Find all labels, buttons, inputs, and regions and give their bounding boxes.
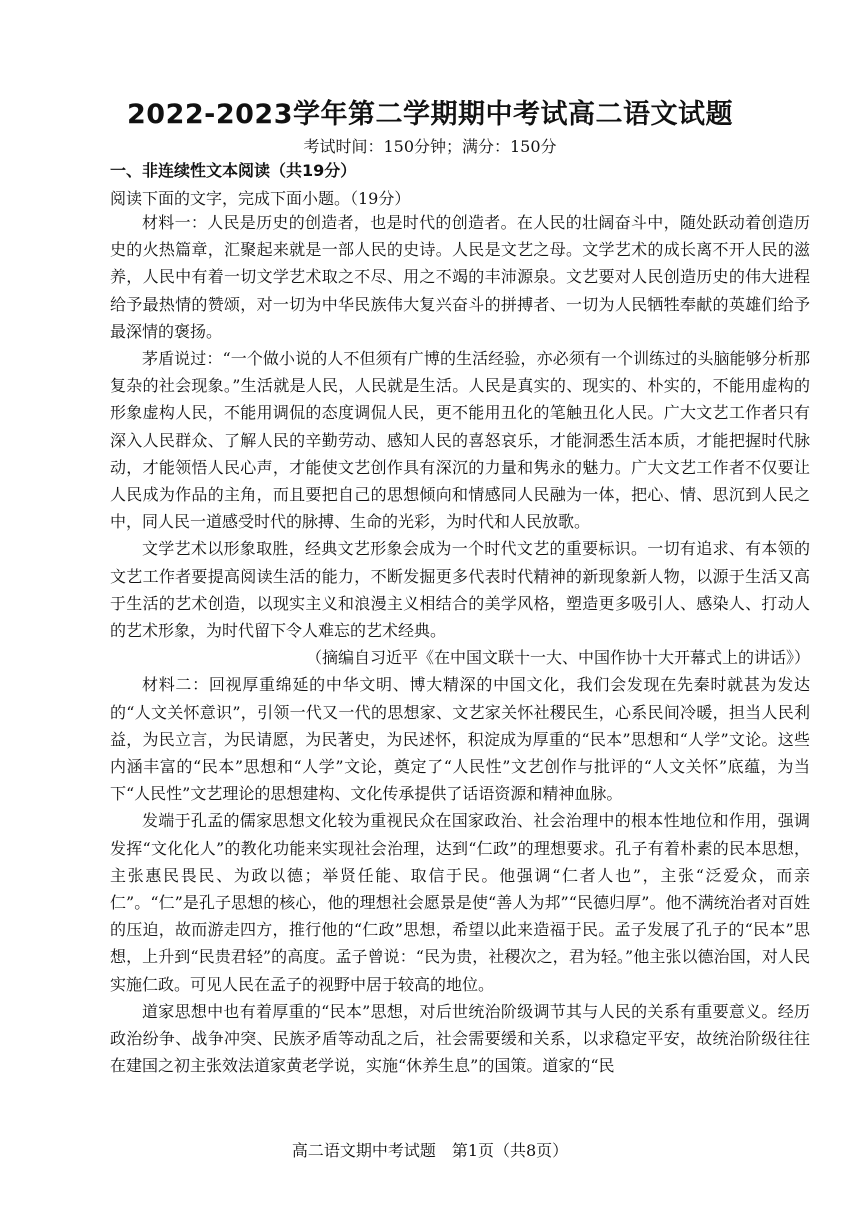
source-citation: （摘编自习近平《在中国文联十一大、中国作协十大开幕式上的讲话》） — [305, 648, 810, 668]
paragraph-mao-dun: 茅盾说过：“一个做小说的人不但须有广博的生活经验，亦必须有一个训练过的头脑能够分析那复杂的社会现象。”生活就是人民，人民就是生活。人民是真实的、现实的、朴实的，不能用虚构的形象虚构人民，不能用调侃的态度调侃人民，更不能用丑化的笔触丑化人民。广大文艺工作者只有深入人民群众、了解人民的辛勤劳动、感知人民的喜怒哀乐，才能洞悉生活本质，才能把握时代脉动，才能领悟人民心声，才能使文艺创作具有深沉的力量和隽永的魅力。广大文艺工作者不仅要让人民成为作品的主角，而且要把自己的思想倾向和情感同人民融为一体，把心、情、思沉到人民之中，同人民一道感受时代的脉搏、生命的光彩，为时代和人民放歌。 — [110, 349, 810, 532]
exam-title: 2022-2023学年第二学期期中考试高二语文试题 — [127, 99, 733, 130]
paragraph-material-one: 材料一：人民是历史的创造者，也是时代的创造者。在人民的壮阔奋斗中，随处跃动着创造历史的火热篇章，汇聚起来就是一部人民的史诗。人民是文艺之母。文学艺术的成长离不开人民的滋养，人民中有着一切文学艺术取之不尽、用之不竭的丰沛源泉。文艺要对人民创造历史的伟大进程给予最热情的赞颂，对一切为中华民族伟大复兴奋斗的拼搏者、一切为人民牺牲奉献的英雄们给予最深情的褒扬。 — [110, 213, 810, 341]
reading-instruction: 阅读下面的文字，完成下面小题。（19分） — [110, 189, 411, 208]
page-footer: 高二语文期中考试题 第1页（共8页） — [291, 1141, 569, 1160]
exam-subtitle: 考试时间：150分钟；满分：150分 — [303, 137, 557, 156]
paragraph-taoist: 道家思想中也有着厚重的“民本”思想，对后世统治阶级调节其与人民的关系有重要意义。经历政治纷争、战争冲突、民族矛盾等动乱之后，社会需要缓和关系，以求稳定平安，故统治阶级往往在建国之初主张效法道家黄老学说，实施“休养生息”的国策。道家的“民 — [110, 1001, 810, 1076]
reading-passage — [110, 209, 810, 1080]
paragraph-confucian: 发端于孔孟的儒家思想文化较为重视民众在国家政治、社会治理中的根本性地位和作用，强调发挥“文化化人”的教化功能来实现社会治理，达到“仁政”的理想要求。孔子有着朴素的民本思想，主张惠民畏民、为政以德；举贤任能、取信于民。他强调“仁者人也”，主张“泛爱众，而亲仁”。“仁”是孔子思想的核心，他的理想社会愿景是使“善人为邦”“民德归厚”。他不满统治者对百姓的压迫，故而游走四方，推行他的“仁政”思想，希望以此来造福于民。孟子发展了孔子的“民本”思想，上升到“民贵君轻”的高度。孟子曾说：“民为贵，社稷次之，君为轻。”他主张以德治国，对人民实施仁政。可见人民在孟子的视野中居于较高的地位。 — [110, 811, 810, 994]
paragraph-literary-image: 文学艺术以形象取胜，经典文艺形象会成为一个时代文艺的重要标识。一切有追求、有本领的文艺工作者要提高阅读生活的能力，不断发掘更多代表时代精神的新现象新人物，以源于生活又高于生活的艺术创造，以现实主义和浪漫主义相结合的美学风格，塑造更多吸引人、感染人、打动人的艺术形象，为时代留下令人难忘的艺术经典。 — [110, 539, 810, 641]
paragraph-material-two: 材料二：回视厚重绵延的中华文明、博大精深的中国文化，我们会发现在先秦时就甚为发达的“人文关怀意识”，引领一代又一代的思想家、文艺家关怀社稷民生，心系民间冷暖，担当人民利益，为民立言，为民请愿，为民著史，为民述怀，积淀成为厚重的“民本”思想和“人学”文论。这些内涵丰富的“民本”思想和“人学”文论，奠定了“人民性”文艺创作与批评的“人文关怀”底蕴，为当下“人民性”文艺理论的思想建构、文化传承提供了话语资源和精神血脉。 — [110, 675, 810, 804]
section-heading: 一、非连续性文本阅读（共19分） — [110, 161, 357, 180]
